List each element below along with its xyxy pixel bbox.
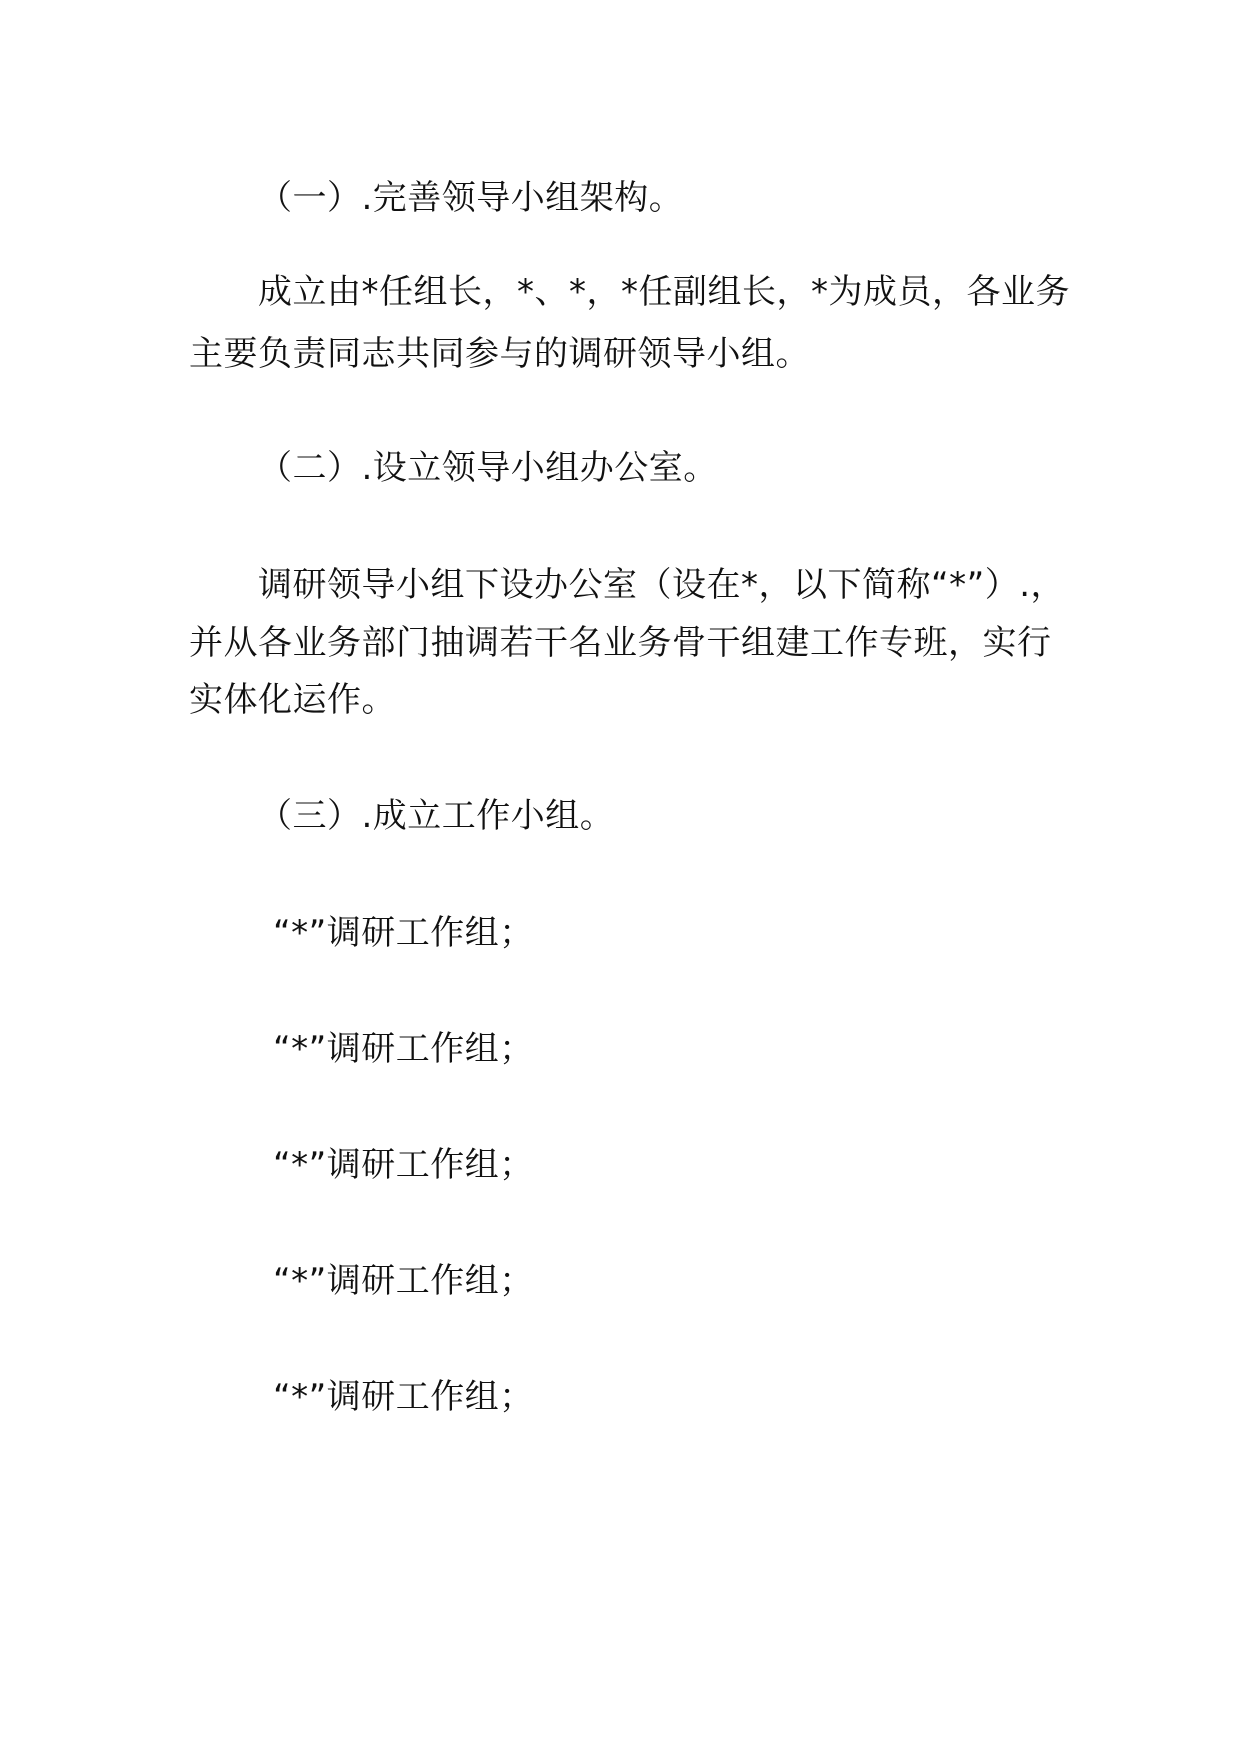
work-group-item: “*”调研工作组； [273, 1377, 534, 1417]
section-2-paragraph-line-3: 实体化运作。 [189, 680, 396, 720]
section-2-paragraph-line-2: 并从各业务部门抽调若干名业务骨干组建工作专班，实行 [189, 623, 1052, 663]
section-2-heading: （二）.设立领导小组办公室。 [258, 448, 718, 488]
section-3-heading: （三）.成立工作小组。 [258, 796, 615, 836]
section-1-paragraph-line-2: 主要负责同志共同参与的调研领导小组。 [189, 334, 810, 374]
section-1-heading: （一）.完善领导小组架构。 [258, 178, 684, 218]
work-group-item: “*”调研工作组； [273, 1261, 534, 1301]
work-group-item: “*”调研工作组； [273, 1145, 534, 1185]
section-2-paragraph-line-1: 调研领导小组下设办公室（设在*，以下简称“*”）.， [258, 565, 1066, 605]
work-group-item: “*”调研工作组； [273, 913, 534, 953]
section-1-paragraph-line-1: 成立由*任组长，*、*，*任副组长，*为成员，各业务 [258, 272, 1070, 312]
work-group-item: “*”调研工作组； [273, 1029, 534, 1069]
